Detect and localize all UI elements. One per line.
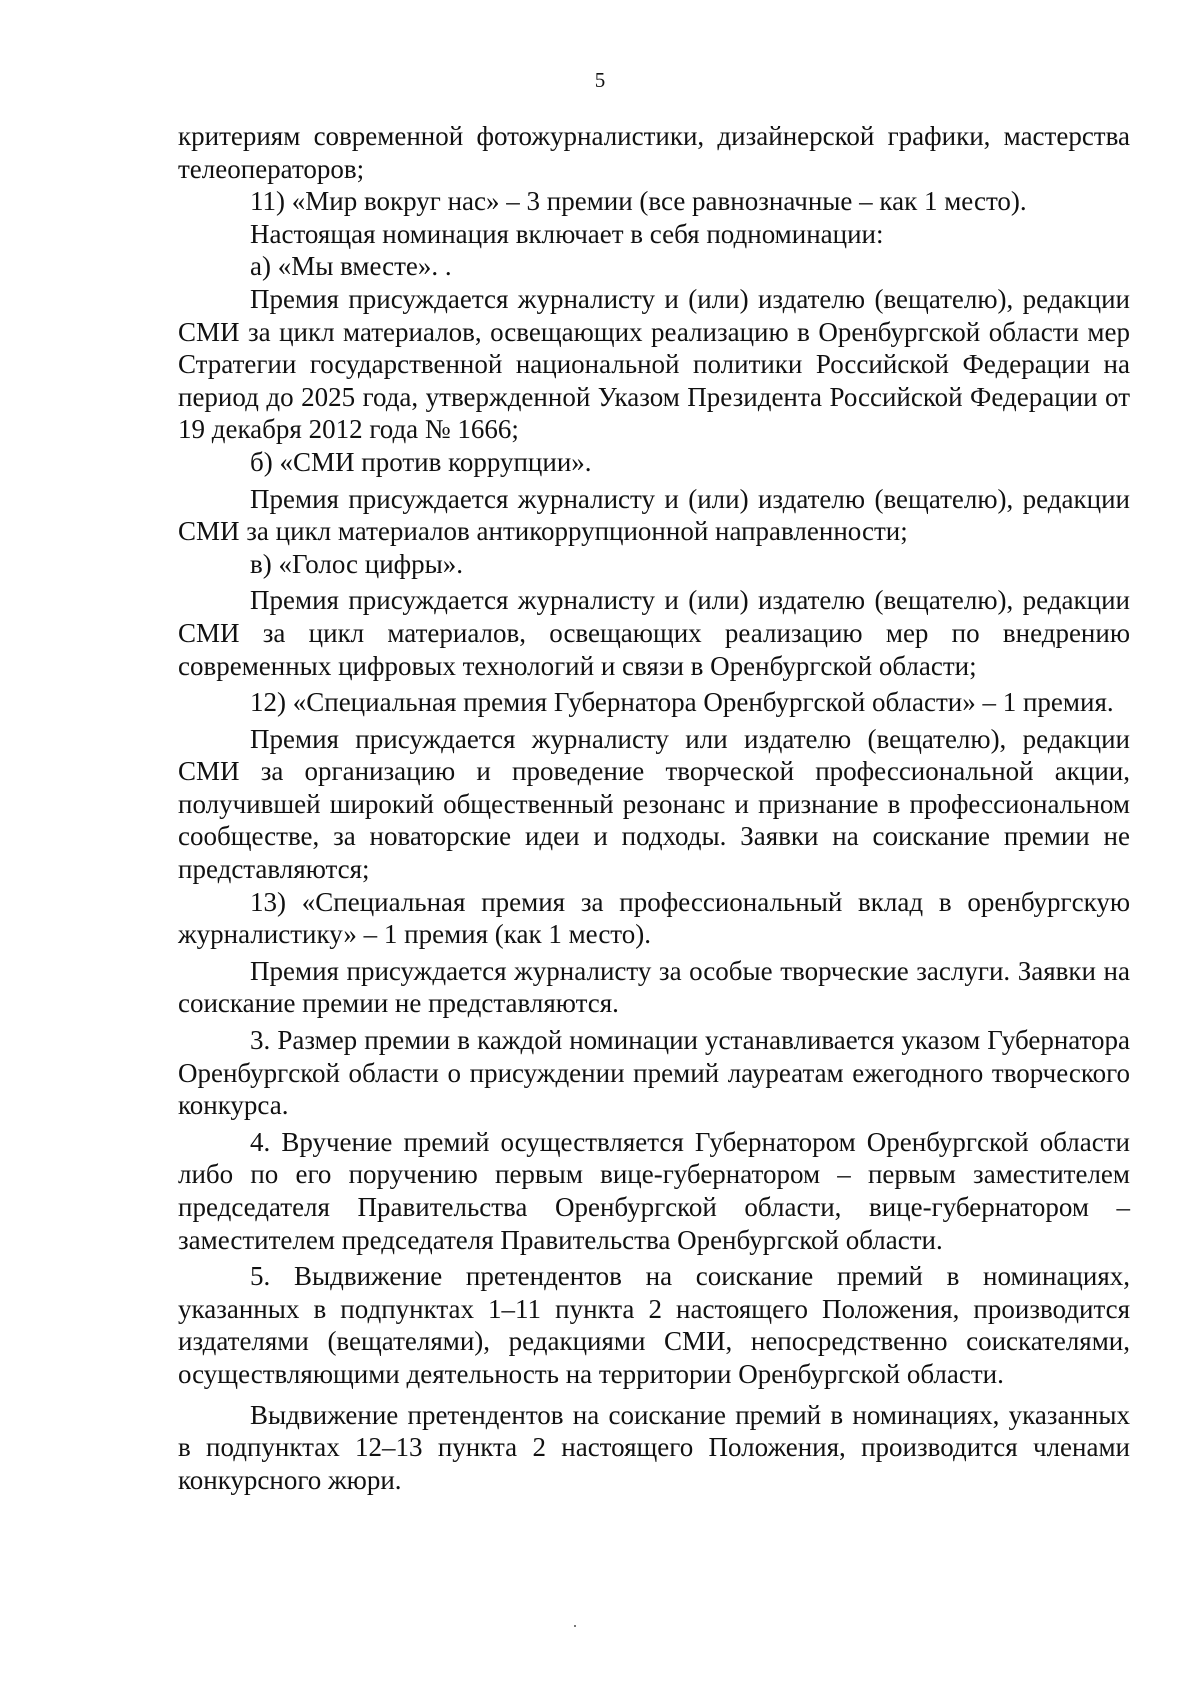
paragraph-subnomination-a: а) «Мы вместе». . [250, 251, 452, 282]
page-number: 5 [594, 68, 606, 92]
paragraph-item-12: 12) «Специальная премия Губернатора Оренбургской области» – 1 премия. [250, 687, 1114, 718]
paragraph-subnomination-a-description: Премия присуждается журналисту и (или) издателю (вещателю), редакции СМИ за цикл материалов, освещающих реализацию в Оренбургской области мер Стратегии государственной национальной политики Российской Федерации на период до 2025 года, утвержденной Указом Президента Российской Федерации от 19 декабря 2012 года № 1666; [178, 283, 1130, 445]
paragraph-subnomination-b-description: Премия присуждается журналисту и (или) издателю (вещателю), редакции СМИ за цикл материалов антикоррупционной направленности; [178, 483, 1130, 547]
paragraph-point-5-continuation: Выдвижение претендентов на соискание премий в номинациях, указанных в подпунктах 12–13 пункта 2 настоящего Положения, производится членами конкурсного жюри. [178, 1399, 1130, 1495]
paragraph-item-11: 11) «Мир вокруг нас» – 3 премии (все равнозначные – как 1 место). [250, 186, 1027, 217]
paragraph-subnomination-b: б) «СМИ против коррупции». [250, 446, 592, 477]
paragraph-point-5: 5. Выдвижение претендентов на соискание премий в номинациях, указанных в подпунктах 1–11 пункта 2 настоящего Положения, производится издателями (вещателями), редакциями СМИ, непосредственно соискателями, осуществляющими деятельность на территории Оренбургской области. [178, 1261, 1130, 1389]
paragraph-point-3: 3. Размер премии в каждой номинации устанавливается указом Губернатора Оренбургской области о присуждении премий лауреатам ежегодного творческого конкурса. [178, 1025, 1130, 1121]
paragraph-subnominations-intro: Настоящая номинация включает в себя подноминации: [250, 218, 884, 249]
scan-dot [574, 1625, 576, 1627]
paragraph-item-13: 13) «Специальная премия за профессиональный вклад в оренбургскую журналистику» – 1 премия (как 1 место). [178, 886, 1130, 950]
paragraph-point-4: 4. Вручение премий осуществляется Губернатором Оренбургской области либо по его поручению первым вице-губернатором – первым заместителем председателя Правительства Оренбургской области, вице-губернатором – заместителем председателя Правительства Оренбургской области. [178, 1126, 1130, 1255]
paragraph-item-13-description: Премия присуждается журналисту за особые творческие заслуги. Заявки на соискание премии не представляются. [178, 955, 1130, 1019]
paragraph-continuation: критериям современной фотожурналистики, дизайнерской графики, мастерства телеоператоров; [178, 121, 1130, 184]
paragraph-subnomination-v: в) «Голос цифры». [250, 548, 464, 579]
document-body [178, 120, 1130, 1496]
paragraph-subnomination-v-description: Премия присуждается журналисту и (или) издателю (вещателю), редакции СМИ за цикл материалов, освещающих реализацию мер по внедрению современных цифровых технологий и связи в Оренбургской области; [178, 585, 1130, 681]
paragraph-item-12-description: Премия присуждается журналисту или издателю (вещателю), редакции СМИ за организацию и проведение творческой профессиональной акции, получившей широкий общественный резонанс и признание в профессиональном сообществе, за новаторские идеи и подходы. Заявки на соискание премии не представляются; [178, 723, 1130, 885]
